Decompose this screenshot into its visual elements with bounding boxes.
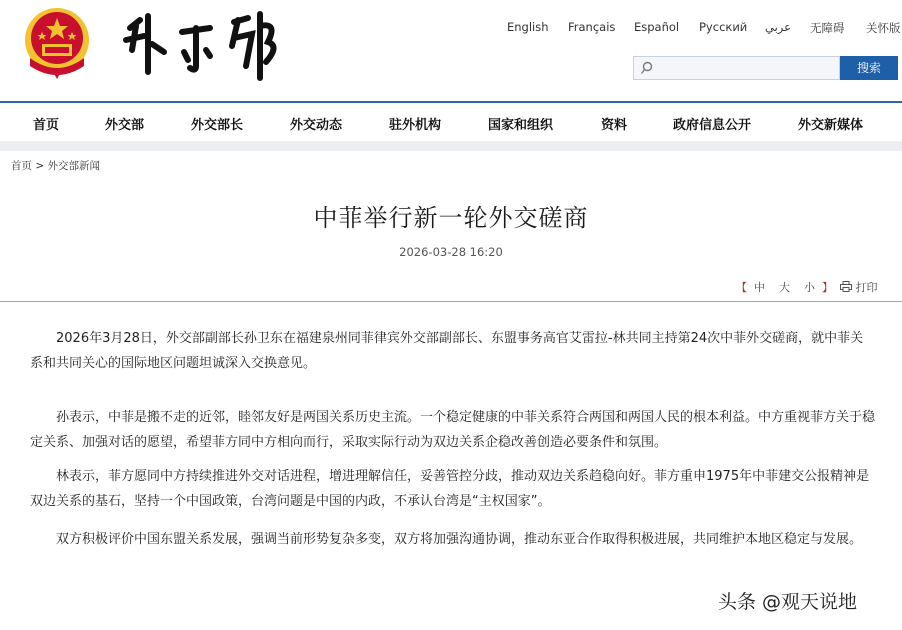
breadcrumb-section-link[interactable]: 外交部新闻 xyxy=(47,160,100,172)
main-nav xyxy=(0,103,902,141)
ministry-calligraphy-logo[interactable] xyxy=(118,6,308,86)
article-paragraph: 林表示，菲方愿同中方持续推进外交对话进程，增进理解信任，妥善管控分歧，推动双边关系趋稳向好。菲方重申1975年中菲建交公报精神是双边关系的基石，坚持一个中国政策，台湾问题是中国的内政，不承认台湾是“主权国家”。 xyxy=(30,469,870,509)
nav-item-new-media[interactable]: 外交新媒体 xyxy=(798,118,864,133)
language-russian-link[interactable]: Русский xyxy=(699,20,748,34)
search-input[interactable] xyxy=(633,56,840,80)
nav-item-resources[interactable]: 资料 xyxy=(601,118,628,133)
font-size-large-button[interactable]: 大 xyxy=(779,281,790,294)
language-english-link[interactable]: English xyxy=(507,20,549,34)
nav-item-government-info[interactable]: 政府信息公开 xyxy=(673,118,752,133)
breadcrumb-separator: > xyxy=(35,160,45,172)
font-size-switcher xyxy=(736,279,833,295)
site-header xyxy=(0,0,902,100)
article-paragraph: 孙表示，中菲是搬不走的近邻，睦邻友好是两国关系历史主流。一个稳定健康的中菲关系符合两国和两国人民的根本利益。中方重视菲方关于稳定关系、加强对话的愿望，希望菲方同中方相向而行，采取实际行动为双边关系企稳改善创造必要条件和氛围。 xyxy=(30,410,876,450)
nav-item-home[interactable]: 首页 xyxy=(33,118,60,133)
nav-item-minister[interactable]: 外交部长 xyxy=(191,118,244,133)
bracket-open: 【 xyxy=(736,281,747,294)
nav-item-countries-organizations[interactable]: 国家和组织 xyxy=(488,118,554,133)
language-french-link[interactable]: Français xyxy=(568,20,616,34)
national-emblem-icon[interactable] xyxy=(22,4,92,80)
nav-item-missions-abroad[interactable]: 驻外机构 xyxy=(389,118,442,133)
font-size-small-button[interactable]: 小 xyxy=(804,281,815,294)
printer-icon xyxy=(840,281,852,292)
language-spanish-link[interactable]: Español xyxy=(634,20,680,34)
print-label: 打印 xyxy=(855,281,878,294)
breadcrumb xyxy=(11,158,100,173)
search-button[interactable]: 搜索 xyxy=(840,56,898,80)
article-paragraph: 2026年3月28日，外交部副部长孙卫东在福建泉州同菲律宾外交部副部长、东盟事务高官艾雷拉-林共同主持第24次中菲外交磋商，就中菲关系和共同关心的国际地区问题坦诚深入交换意见。 xyxy=(30,331,864,371)
bracket-close: 】 xyxy=(822,281,833,294)
elderly-mode-link[interactable]: 关怀版 xyxy=(866,21,901,35)
nav-item-diplomatic-news[interactable]: 外交动态 xyxy=(290,118,343,133)
language-bar xyxy=(500,20,902,38)
article-date: 2026-03-28 16:20 xyxy=(399,245,503,259)
content-divider xyxy=(0,301,902,302)
nav-item-ministry[interactable]: 外交部 xyxy=(105,118,145,133)
nav-shadow-band xyxy=(0,141,902,151)
language-arabic-link[interactable]: عربي xyxy=(765,20,791,34)
watermark-text: 头条 @观天说地 xyxy=(718,591,858,613)
article-title: 中菲举行新一轮外交磋商 xyxy=(313,204,589,232)
font-size-medium-button[interactable]: 中 xyxy=(754,281,765,294)
article-paragraph: 双方积极评价中国东盟关系发展，强调当前形势复杂多变，双方将加强沟通协调，推动东亚合作取得积极进展，共同维护本地区稳定与发展。 xyxy=(56,532,863,547)
accessibility-link[interactable]: 无障碍 xyxy=(810,21,845,35)
search-icon xyxy=(640,61,654,75)
breadcrumb-home-link[interactable]: 首页 xyxy=(11,160,32,172)
print-button[interactable] xyxy=(840,279,878,295)
